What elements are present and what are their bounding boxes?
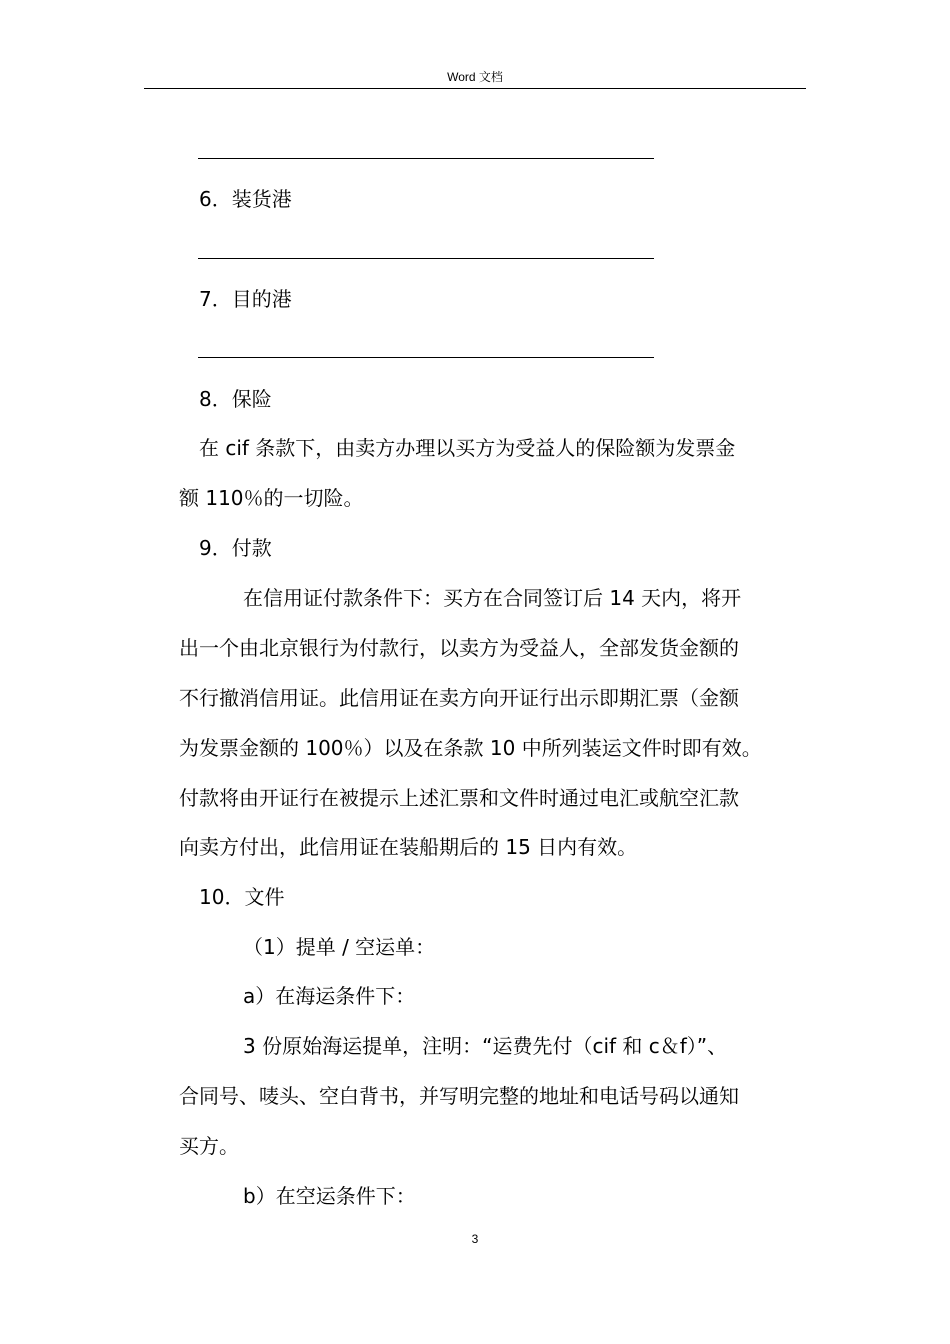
paragraph-line: 买方。 — [179, 1134, 239, 1158]
header-title: Word 文档 — [447, 70, 503, 84]
page-number: 3 — [471, 1232, 479, 1246]
paragraph-line: 3 份原始海运提单，注明：“运费先付（cif 和 c＆f）”、 — [243, 1034, 728, 1058]
section-heading: 7．目的港 — [199, 287, 292, 311]
section-heading: 6．装货港 — [199, 187, 292, 211]
paragraph-line: 出一个由北京银行为付款行，以卖方为受益人，全部发货金额的 — [179, 636, 739, 660]
blank-fill-line — [198, 357, 654, 358]
blank-fill-line — [198, 258, 654, 259]
paragraph-line: （1）提单 / 空运单： — [243, 935, 436, 959]
paragraph-line: 合同号、唛头、空白背书，并写明完整的地址和电话号码以通知 — [179, 1084, 739, 1108]
paragraph-line: 在 cif 条款下，由卖方办理以买方为受益人的保险额为发票金 — [199, 436, 736, 460]
header-rule — [144, 88, 806, 89]
paragraph-line: 付款将由开证行在被提示上述汇票和文件时通过电汇或航空汇款 — [179, 786, 739, 810]
section-heading: 10．文件 — [199, 885, 285, 909]
paragraph-line: 为发票金额的 100％）以及在条款 10 中所列装运文件时即有效。 — [179, 736, 762, 760]
paragraph-line: b）在空运条件下： — [243, 1184, 416, 1208]
paragraph-line: a）在海运条件下： — [243, 984, 416, 1008]
section-heading: 8．保险 — [199, 387, 272, 411]
paragraph-line: 不行撤消信用证。此信用证在卖方向开证行出示即期汇票（金额 — [179, 686, 739, 710]
blank-fill-line — [198, 158, 654, 159]
paragraph-line: 在信用证付款条件下：买方在合同签订后 14 天内，将开 — [243, 586, 742, 610]
section-heading: 9．付款 — [199, 536, 272, 560]
paragraph-line: 向卖方付出，此信用证在装船期后的 15 日内有效。 — [179, 835, 638, 859]
paragraph-line: 额 110％的一切险。 — [179, 486, 364, 510]
